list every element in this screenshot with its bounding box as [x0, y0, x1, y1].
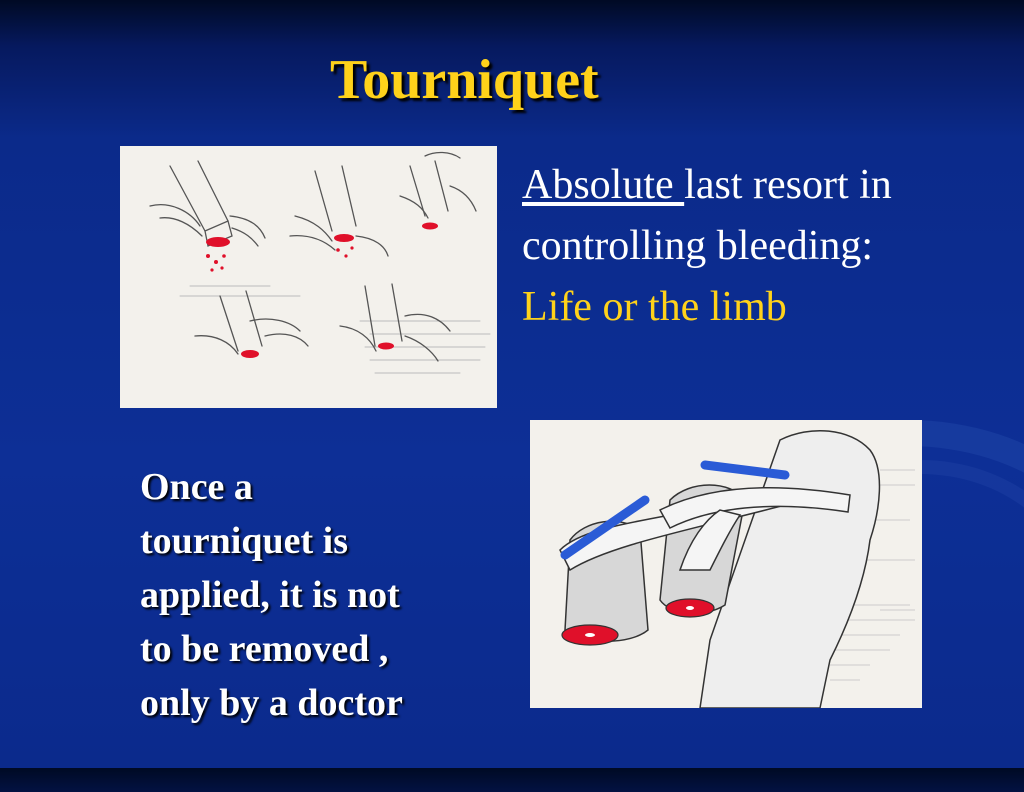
left-text-line: tourniquet is — [140, 520, 348, 562]
slide-title: Tourniquet — [330, 49, 599, 111]
left-text-line: Once a — [140, 466, 253, 508]
left-text-line: applied, it is not — [140, 574, 400, 616]
left-text-line: only by a doctor — [140, 682, 403, 724]
last-resort-text: last resort in controlling bleeding: — [522, 162, 892, 269]
life-or-limb-text: Life or the limb — [522, 284, 787, 330]
left-text-block — [140, 460, 500, 730]
right-text-block — [522, 155, 962, 338]
tourniquet-applied-illustration — [530, 420, 922, 708]
left-text-line: to be removed , — [140, 628, 389, 670]
tourniquet-steps-illustration — [120, 146, 497, 408]
absolute-word: Absolute — [522, 162, 685, 208]
